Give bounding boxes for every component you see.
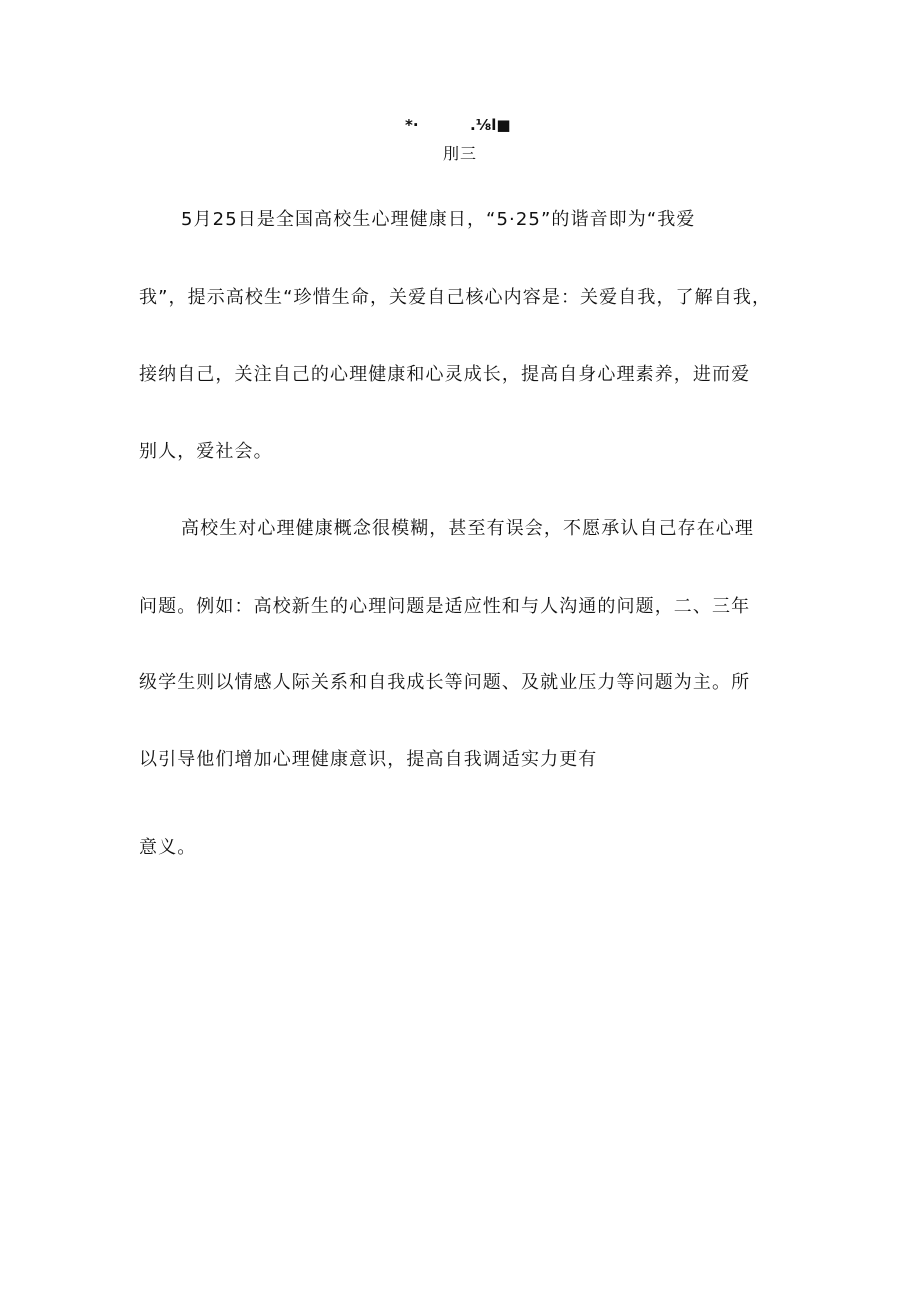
paragraph-2-line-5: 意义。 (139, 837, 197, 858)
garbled-header-right: .⅛l■ (470, 116, 511, 134)
garbled-header-line (0, 116, 920, 138)
paragraph-2-line-2: 问题。例如：高校新生的心理问题是适应性和与人沟通的问题，二、三年 (139, 596, 751, 617)
paragraph-1-line-2: 我”，提示高校生“珍惜生命，关爱自己核心内容是：关爱自我，了解自我， (139, 287, 772, 308)
paragraph-1-line-1: 5月25日是全国高校生心理健康日，“5·25”的谐音即为“我爱 (181, 209, 696, 230)
paragraph-2-line-1: 高校生对心理健康概念很模糊，甚至有误会，不愿承认自己存在心理 (181, 518, 754, 539)
paragraph-1-line-3: 接纳自己，关注自己的心理健康和心灵成长，提高自身心理素养，进而爱 (139, 364, 751, 385)
garbled-header-left: *· (405, 116, 419, 134)
paragraph-2-line-4: 以引导他们增加心理健康意识，提高自我调适实力更有 (139, 749, 598, 770)
page-title: 刖三 (442, 144, 477, 163)
paragraph-1-line-4: 别人，爱社会。 (139, 441, 273, 462)
paragraph-2-line-3: 级学生则以情感人际关系和自我成长等问题、及就业压力等问题为主。所 (139, 672, 751, 693)
